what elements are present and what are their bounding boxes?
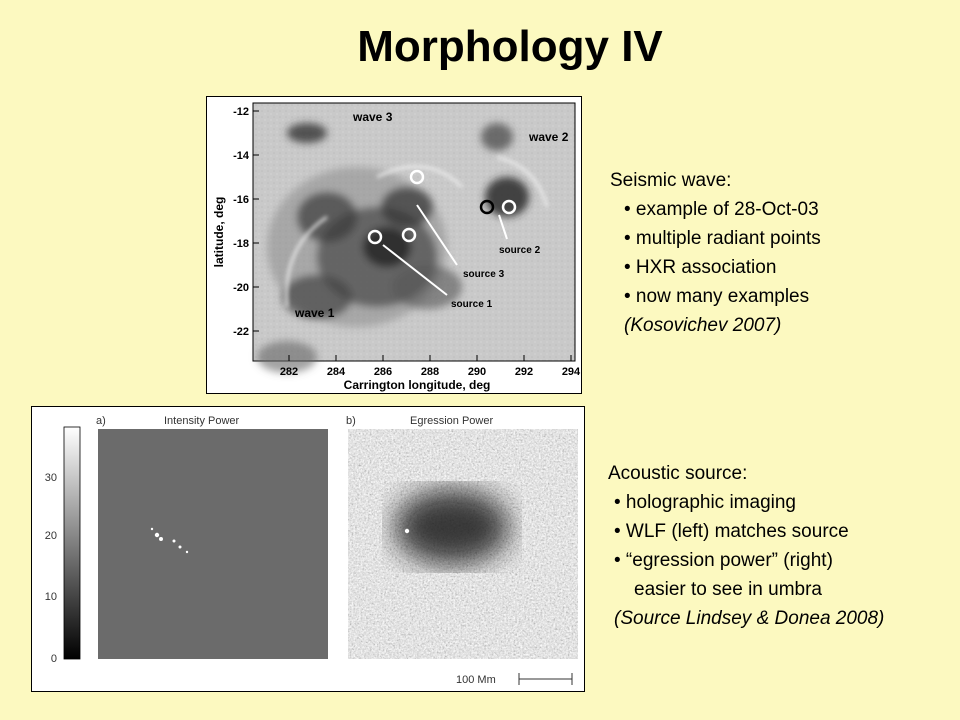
slide-title: Morphology IV (357, 22, 663, 71)
y-axis-label: latitude, deg (212, 196, 226, 268)
seismic-wave-notes (610, 166, 821, 340)
seismic-bullet: • HXR association (624, 257, 777, 278)
panel-b-title: Egression Power (410, 415, 494, 427)
panel-b-tag: b) (346, 415, 356, 427)
y-tick: -16 (233, 194, 249, 206)
y-tick: -22 (233, 326, 249, 338)
colorbar-tick: 0 (50, 653, 57, 665)
x-tick: 288 (420, 366, 440, 378)
x-tick: 292 (514, 366, 534, 378)
source-3-label: source 3 (463, 269, 505, 280)
wave-3-label: wave 3 (353, 110, 393, 124)
acoustic-bullet: • WLF (left) matches source (614, 521, 849, 542)
acoustic-reference: (Source Lindsey & Donea 2008) (614, 608, 885, 629)
colorbar (64, 427, 80, 659)
wave-2-label: wave 2 (529, 130, 569, 144)
seismic-bullet: • example of 28-Oct-03 (624, 199, 819, 220)
acoustic-bullet: • holographic imaging (614, 492, 796, 513)
x-tick: 286 (373, 366, 393, 378)
seismic-wave-figure (206, 96, 582, 394)
panel-a-tag: a) (96, 415, 106, 427)
seismic-reference: (Kosovichev 2007) (624, 315, 782, 336)
acoustic-source-notes (608, 459, 884, 633)
x-tick: 290 (467, 366, 487, 378)
source-2-label: source 2 (499, 245, 541, 256)
panel-a-title: Intensity Power (164, 415, 240, 427)
colorbar-tick: 30 (44, 472, 57, 484)
seismic-bullet: • multiple radiant points (624, 228, 821, 249)
intensity-power-panel (98, 429, 328, 659)
acoustic-bullet: • “egression power” (right) (614, 550, 833, 571)
seismic-heading: Seismic wave: (610, 170, 732, 191)
x-tick: 284 (326, 366, 346, 378)
acoustic-continuation: easier to see in umbra (634, 579, 822, 600)
colorbar-tick: 20 (44, 530, 57, 542)
y-tick: -20 (233, 282, 249, 294)
scale-bar-label: 100 Mm (456, 674, 496, 686)
x-tick: 282 (279, 366, 299, 378)
x-tick: 294 (561, 366, 581, 378)
y-tick: -12 (233, 106, 249, 118)
x-axis-label: Carrington longitude, deg (343, 378, 491, 392)
source-1-label: source 1 (451, 299, 493, 310)
wave-1-label: wave 1 (295, 306, 335, 320)
acoustic-heading: Acoustic source: (608, 463, 748, 484)
colorbar-tick: 10 (44, 591, 57, 603)
y-tick: -14 (233, 150, 249, 162)
acoustic-source-figure (31, 406, 585, 692)
y-tick: -18 (233, 238, 249, 250)
egression-power-panel (348, 429, 578, 659)
seismic-bullet: • now many examples (624, 286, 810, 307)
